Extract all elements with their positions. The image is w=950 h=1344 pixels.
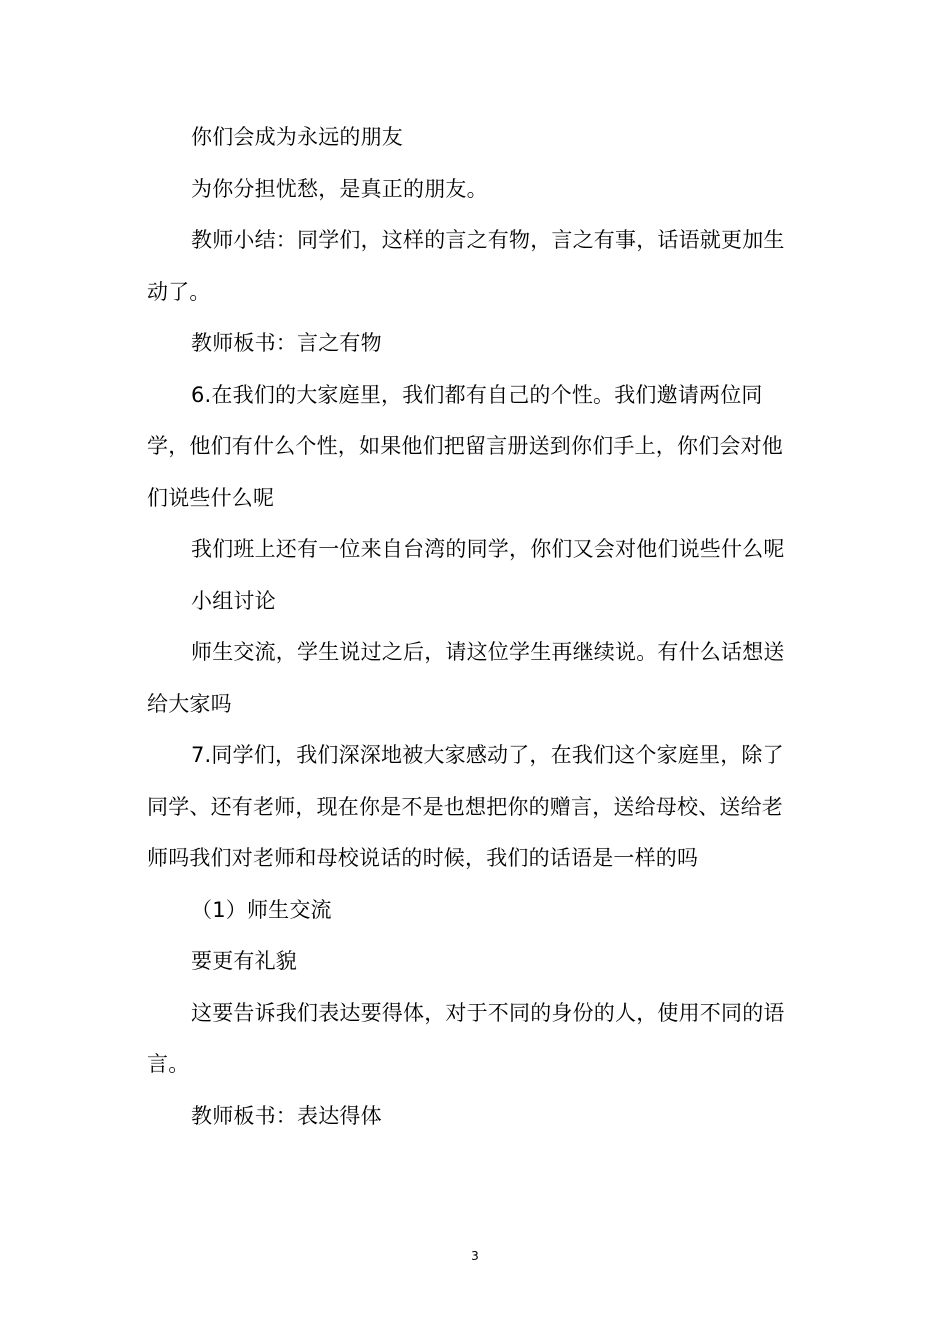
paragraph: 6.在我们的大家庭里，我们都有自己的个性。我们邀请两位同学，他们有什么个性，如果他们把留言册送到你们手上，你们会对他们说些什么呢 xyxy=(147,382,783,510)
paragraph: （1）师生交流 xyxy=(191,897,332,922)
paragraph: 这要告诉我们表达要得体，对于不同的身份的人，使用不同的语言。 xyxy=(147,1000,785,1076)
page-number: 3 xyxy=(471,1249,479,1263)
paragraph: 你们会成为永远的朋友 xyxy=(191,125,403,149)
paragraph: 教师小结：同学们，这样的言之有物，言之有事，话语就更加生动了。 xyxy=(147,228,785,304)
paragraph: 教师板书：表达得体 xyxy=(191,1103,382,1128)
document-body xyxy=(147,112,797,1142)
paragraph: 教师板书：言之有物 xyxy=(191,331,382,355)
paragraph: 要更有礼貌 xyxy=(191,949,297,973)
paragraph: 为你分担忧愁，是真正的朋友。 xyxy=(191,176,488,201)
paragraph: 我们班上还有一位来自台湾的同学，你们又会对他们说些什么呢 xyxy=(191,537,785,561)
paragraph: 小组讨论 xyxy=(191,588,276,613)
paragraph: 师生交流，学生说过之后，请这位学生再继续说。有什么话想送给大家吗 xyxy=(147,640,785,716)
paragraph: 7.同学们，我们深深地被大家感动了，在我们这个家庭里，除了同学、还有老师，现在你是不是也想把你的赠言，送给母校、送给老师吗我们对老师和母校说话的时候，我们的话语是一样的吗 xyxy=(147,743,784,870)
